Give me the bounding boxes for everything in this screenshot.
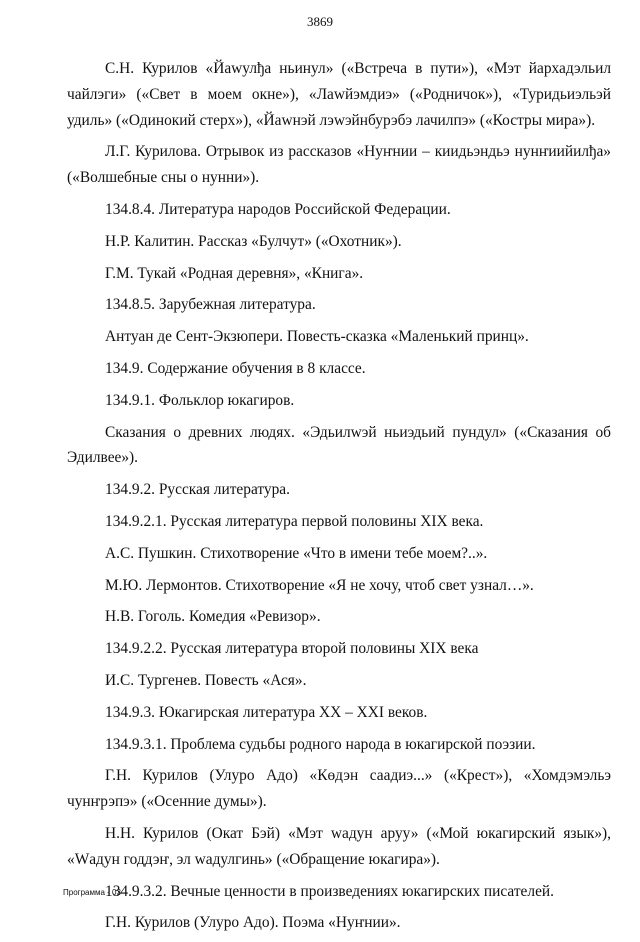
paragraph: 134.9.1. Фольклор юкагиров. bbox=[105, 391, 295, 409]
paragraph: 134.9.2.1. Русская литература первой половины XIX века. bbox=[105, 512, 484, 530]
paragraph: И.С. Тургенев. Повесть «Ася». bbox=[105, 671, 307, 689]
paragraph: 134.9.2. Русская литература. bbox=[105, 481, 290, 499]
paragraph: 134.9.2.2. Русская литература второй половины XIX века bbox=[105, 640, 479, 658]
paragraph: Н.Р. Калитин. Рассказ «Булчут» («Охотник»). bbox=[105, 232, 402, 250]
page-number: 3869 bbox=[307, 14, 333, 29]
paragraph: 134.9.3.2. Вечные ценности в произведениях юкагирских писателей. bbox=[105, 882, 554, 900]
paragraph: Г.Н. Курилов (Улуро Адо). Поэма «Нуҥнии». bbox=[105, 914, 401, 932]
document-body bbox=[67, 56, 611, 942]
footer-note: Программа - 03 bbox=[63, 888, 121, 897]
paragraph: 134.9.3. Юкагирская литература XX – XXI веков. bbox=[105, 703, 428, 721]
paragraph: Антуан де Сент-Экзюпери. Повесть-сказка «Маленький принц». bbox=[105, 328, 529, 346]
paragraph: 134.9. Содержание обучения в 8 классе. bbox=[105, 359, 366, 377]
paragraph: 134.8.5. Зарубежная литература. bbox=[105, 296, 316, 314]
paragraph: 134.8.4. Литература народов Российской Федерации. bbox=[105, 200, 451, 218]
paragraph: А.С. Пушкин. Стихотворение «Что в имени тебе моем?..». bbox=[105, 544, 488, 562]
paragraph: Г.Н. Курилов (Улуро Адо) «Көдэн саадиэ...» («Крест»), «Хомдэмэльэ чунҥрэпэ» («Осенние думы»). bbox=[67, 767, 611, 811]
paragraph: Н.Н. Курилов (Окат Бэй) «Мэт wадун аруу» («Мой юкагирский язык»), «Wадун годдэҥ, эл wадулгинь» («Обращение юкагира»). bbox=[67, 824, 611, 868]
paragraph: М.Ю. Лермонтов. Стихотворение «Я не хочу, чтоб свет узнал…». bbox=[105, 576, 534, 594]
paragraph: Сказания о древних людях. «Эдьилwэй ньиэдьий пундул» («Сказания об Эдилвее»). bbox=[67, 423, 611, 467]
paragraph: Н.В. Гоголь. Комедия «Ревизор». bbox=[105, 608, 321, 626]
paragraph: 134.9.3.1. Проблема судьбы родного народа в юкагирской поэзии. bbox=[105, 735, 536, 753]
paragraph: С.Н. Курилов «Йawулђa ньинул» («Встреча в пути»), «Мэт йархадэльил чайлэги» («Свет в моем окне»), «Лawйэмдиэ» («Родничок»), «Туридьиэльэй удиль» («Одинокий стерх»), «Йawнэй лэwэйнбурэбэ лачилпэ» («Костры мира»). bbox=[67, 60, 611, 129]
paragraph: Г.М. Тукай «Родная деревня», «Книга». bbox=[105, 264, 364, 282]
paragraph: Л.Г. Курилова. Отрывок из рассказов «Нуҥнии – киидьэндьэ нунҥиийилђа» («Волшебные сны о нунни»). bbox=[67, 143, 611, 187]
